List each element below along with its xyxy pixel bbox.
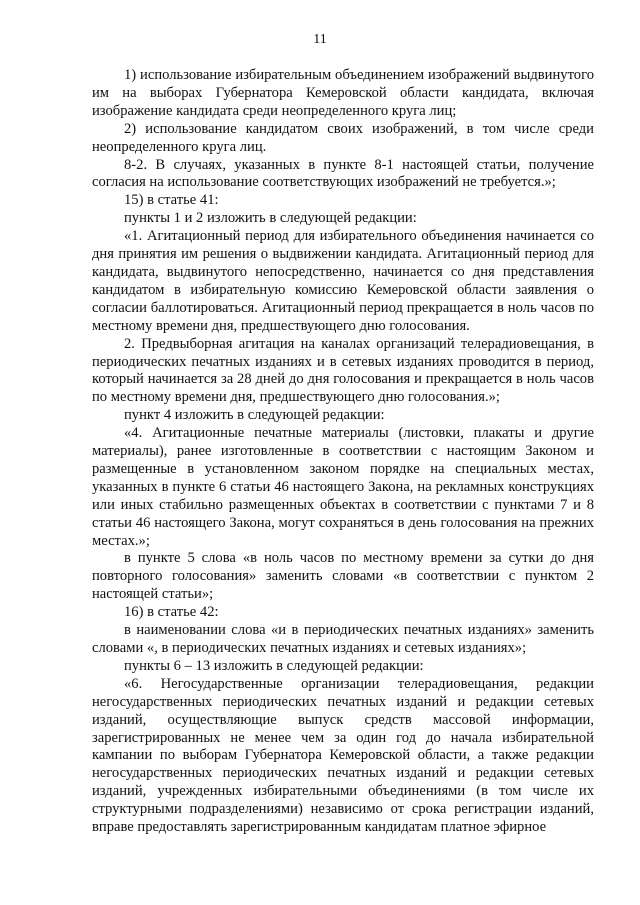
paragraph-1: 1) использование избирательным объединением изображений выдвинутого им на выборах Губернатора Кемеровской области кандидата, включая изображение кандидата среди неопределенного круга лиц; bbox=[92, 67, 594, 119]
paragraph-13: пункты 6 – 13 изложить в следующей редакции: bbox=[124, 657, 424, 674]
paragraph-9: «4. Агитационные печатные материалы (листовки, плакаты и другие материалы), ранее изготовленные в соответствии с настоящим Законом и размещенные в установленном законом порядке на специальных местах, указанных в пункте 6 статьи 46 настоящего Закона, на рекламных конструкциях или иных стабильно размещенных объектах в соответствии с пунктами 7 и 8 статьи 46 настоящего Закона, могут сохраняться в день голосования на прежних местах.»; bbox=[92, 425, 594, 549]
paragraph-8: пункт 4 изложить в следующей редакции: bbox=[124, 407, 385, 424]
paragraph-11: 16) в статье 42: bbox=[124, 604, 219, 621]
paragraph-6: «1. Агитационный период для избирательного объединения начинается со дня принятия им решения о выдвижении кандидата. Агитационный период для кандидата, выдвинутого непосредственно, начинается со дня представления кандидатом в избирательную комиссию Кемеровской области заявления о согласии баллотироваться. Агитационный период прекращается в ноль часов по местному времени дня, предшествующего дню голосования. bbox=[92, 228, 594, 334]
paragraph-2: 2) использование кандидатом своих изображений, в том числе среди неопределенного круга лиц. bbox=[92, 120, 594, 155]
paragraph-5: пункты 1 и 2 изложить в следующей редакции: bbox=[124, 210, 417, 227]
paragraph-12: в наименовании слова «и в периодических печатных изданиях» заменить словами «, в периодических печатных изданиях и сетевых изданиях»; bbox=[92, 622, 594, 656]
paragraph-3: 8-2. В случаях, указанных в пункте 8-1 настоящей статьи, получение согласия на использование соответствующих изображений не требуется.»; bbox=[92, 156, 594, 191]
paragraph-14: «6. Негосударственные организации телерадиовещания, редакции негосударственных периодических печатных изданий и редакции сетевых изданий, осуществляющие выпуск средств массовой информации, зарегистрированных не менее чем за один год до начала избирательной кампании по выборам Губернатора Кемеровской области, а также редакции негосударственных периодических печатных изданий и редакции сетевых изданий, учрежденных избирательными объединениями (в том числе их структурными подразделениями) независимо от срока регистрации изданий, вправе предоставлять зарегистрированным кандидатам платное эфирное bbox=[92, 675, 594, 836]
paragraph-4: 15) в статье 41: bbox=[124, 192, 219, 209]
document-body bbox=[92, 67, 594, 837]
paragraph-10: в пункте 5 слова «в ноль часов по местному времени за сутки до дня повторного голосования» заменить словами «в соответствии с пунктом 2 настоящей статьи»; bbox=[92, 550, 594, 603]
page-number: 11 bbox=[313, 32, 327, 47]
paragraph-7: 2. Предвыборная агитация на каналах организаций телерадиовещания, в периодических печатных изданиях и в сетевых изданиях проводится в период, который начинается за 28 дней до дня голосования и прекращается в ноль часов по местному времени дня, предшествующего дню голосования.»; bbox=[92, 335, 594, 406]
